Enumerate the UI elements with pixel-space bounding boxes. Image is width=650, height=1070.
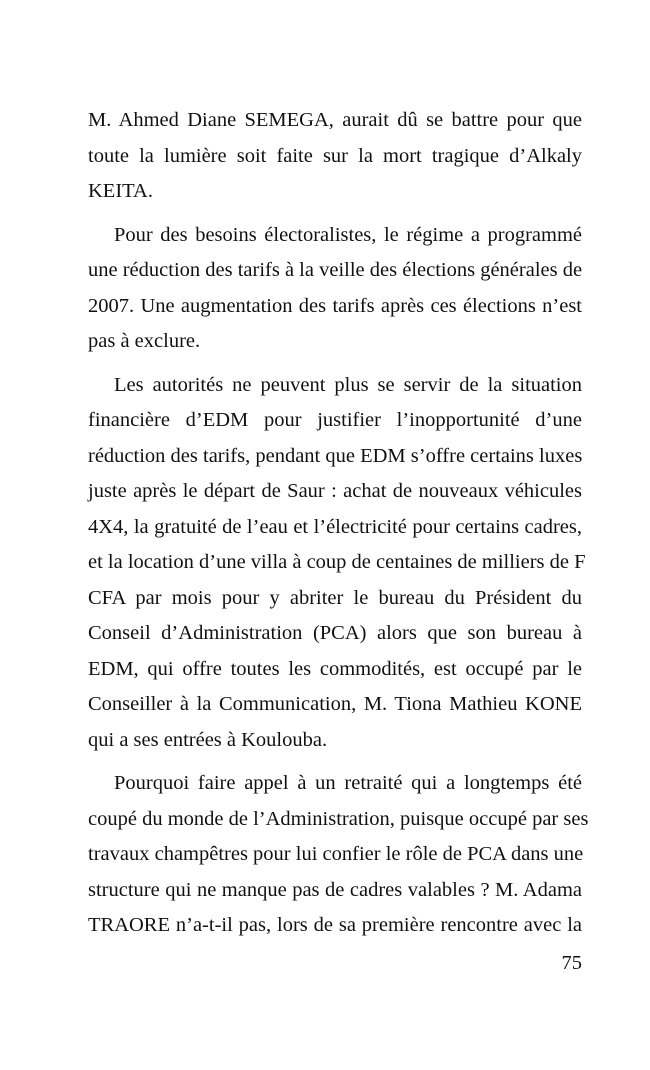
text-line: qui a ses entrées à Koulouba. (88, 728, 328, 751)
text-line: toute la lumière soit faite sur la mort tragique d’Alkaly (88, 144, 582, 167)
text-line: une réduction des tarifs à la veille des élections générales de (88, 259, 583, 281)
text-line: 4X4, la gratuité de l’eau et l’électricité pour certains cadres, (88, 515, 582, 538)
text-line: structure qui ne manque pas de cadres valables ? M. Adama (88, 878, 582, 901)
paragraph (88, 371, 586, 762)
text-line: financière d’EDM pour justifier l’inopportunité d’une (88, 409, 582, 431)
text-line: coupé du monde de l’Administration, puisque occupé par ses (88, 807, 589, 830)
text-line: 2007. Une augmentation des tarifs après ces élections n’est (88, 294, 582, 317)
paragraph (88, 221, 582, 363)
page-number: 75 (561, 952, 582, 974)
text-line: Les autorités ne peuvent plus se servir de la situation (114, 373, 582, 396)
text-line: EDM, qui offre toutes les commodités, est occupé par le (88, 657, 582, 680)
text-line: et la location d’une villa à coup de centaines de milliers de F (88, 551, 586, 573)
text-line: Conseiller à la Communication, M. Tiona Mathieu KONE (88, 693, 582, 715)
text-line: M. Ahmed Diane SEMEGA, aurait dû se battre pour que (88, 109, 582, 131)
paragraph (88, 106, 582, 213)
text-line: réduction des tarifs, pendant que EDM s’offre certains luxes (88, 444, 583, 467)
page-body (88, 106, 589, 947)
text-line: Pourquoi faire appel à un retraité qui a longtemps été (114, 772, 582, 794)
text-line: TRAORE n’a-t-il pas, lors de sa première rencontre avec la (88, 914, 582, 936)
text-line: Pour des besoins électoralistes, le régime a programmé (114, 223, 582, 246)
text-line: travaux champêtres pour lui confier le rôle de PCA dans une (88, 843, 584, 865)
text-line: pas à exclure. (88, 330, 201, 352)
text-line: KEITA. (88, 180, 153, 202)
paragraph (88, 769, 589, 947)
text-line: juste après le départ de Saur : achat de nouveaux véhicules (88, 480, 582, 502)
text-line: Conseil d’Administration (PCA) alors que son bureau à (88, 622, 582, 644)
text-line: CFA par mois pour y abriter le bureau du Président du (88, 586, 582, 609)
